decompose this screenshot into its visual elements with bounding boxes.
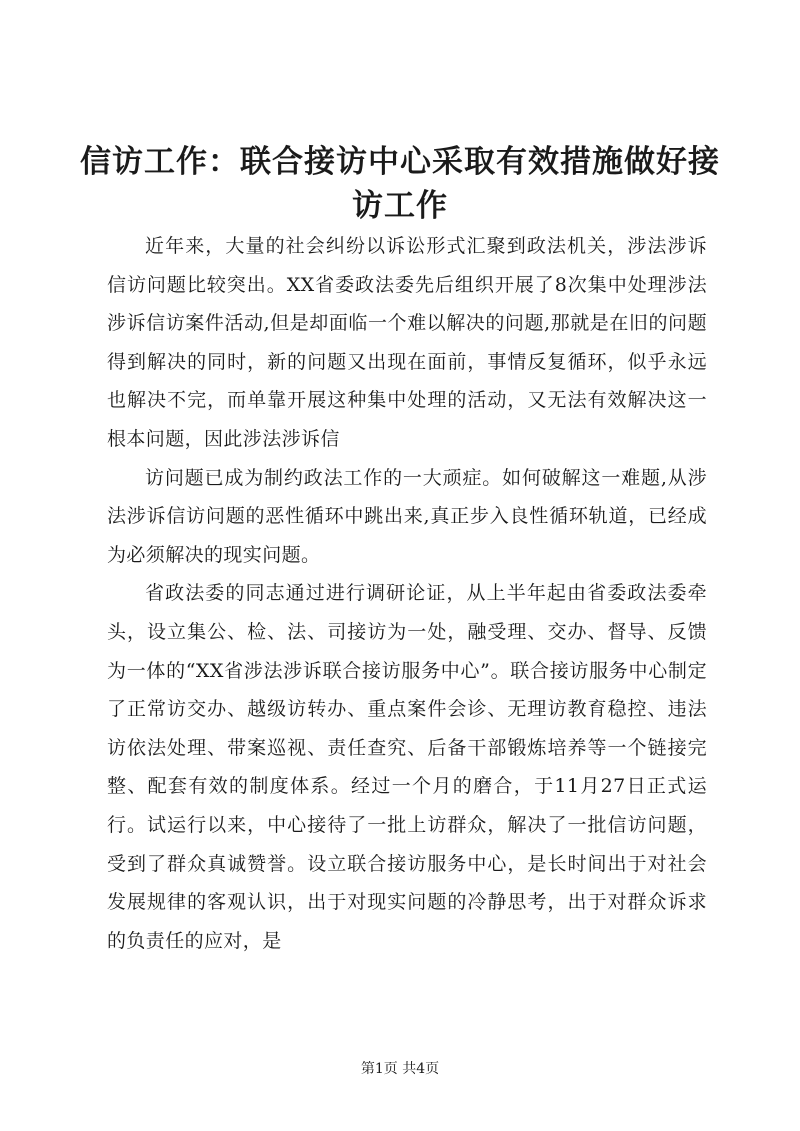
page-footer: 第1页 共4页 <box>360 1061 440 1077</box>
document-body <box>107 227 707 960</box>
paragraph-3: 省政法委的同志通过进行调研论证，从上半年起由省委政法委牵头，设立集公、检、法、司接访为一处，融受理、交办、督导、反馈为一体的“XX省涉法涉诉联合接访服务中心”。联合接访服务中心制定了正常访交办、越级访转办、重点案件会诊、无理访教育稳控、违法访依法处理、带案巡视、责任查究、后备干部锻炼培养等一个链接完整、配套有效的制度体系。经过一个月的磨合，于11月27日正式运行。试运行以来，中心接待了一批上访群众，解决了一批信访问题，受到了群众真诚赞誉。设立联合接访服务中心，是长时间出于对社会发展规律的客观认识，出于对现实问题的冷静思考，出于对群众诉求的负责任的应对，是 <box>107 582 707 952</box>
document-title: 信访工作：联合接访中心采取有效措施做好接访工作 <box>80 144 720 224</box>
paragraph-2: 访问题已成为制约政法工作的一大顽症。如何破解这一难题,从涉法涉诉信访问题的恶性循环中跳出来,真正步入良性循环轨道，已经成为必须解决的现实问题。 <box>107 466 707 566</box>
paragraph-1: 近年来，大量的社会纠纷以诉讼形式汇聚到政法机关，涉法涉诉信访问题比较突出。XX省委政法委先后组织开展了8次集中处理涉法涉诉信访案件活动,但是却面临一个难以解决的问题,那就是在旧的问题得到解决的同时，新的问题又出现在面前，事情反复循环，似乎永远也解决不完，而单靠开展这种集中处理的活动，又无法有效解决这一根本问题，因此涉法涉诉信 <box>107 235 707 450</box>
